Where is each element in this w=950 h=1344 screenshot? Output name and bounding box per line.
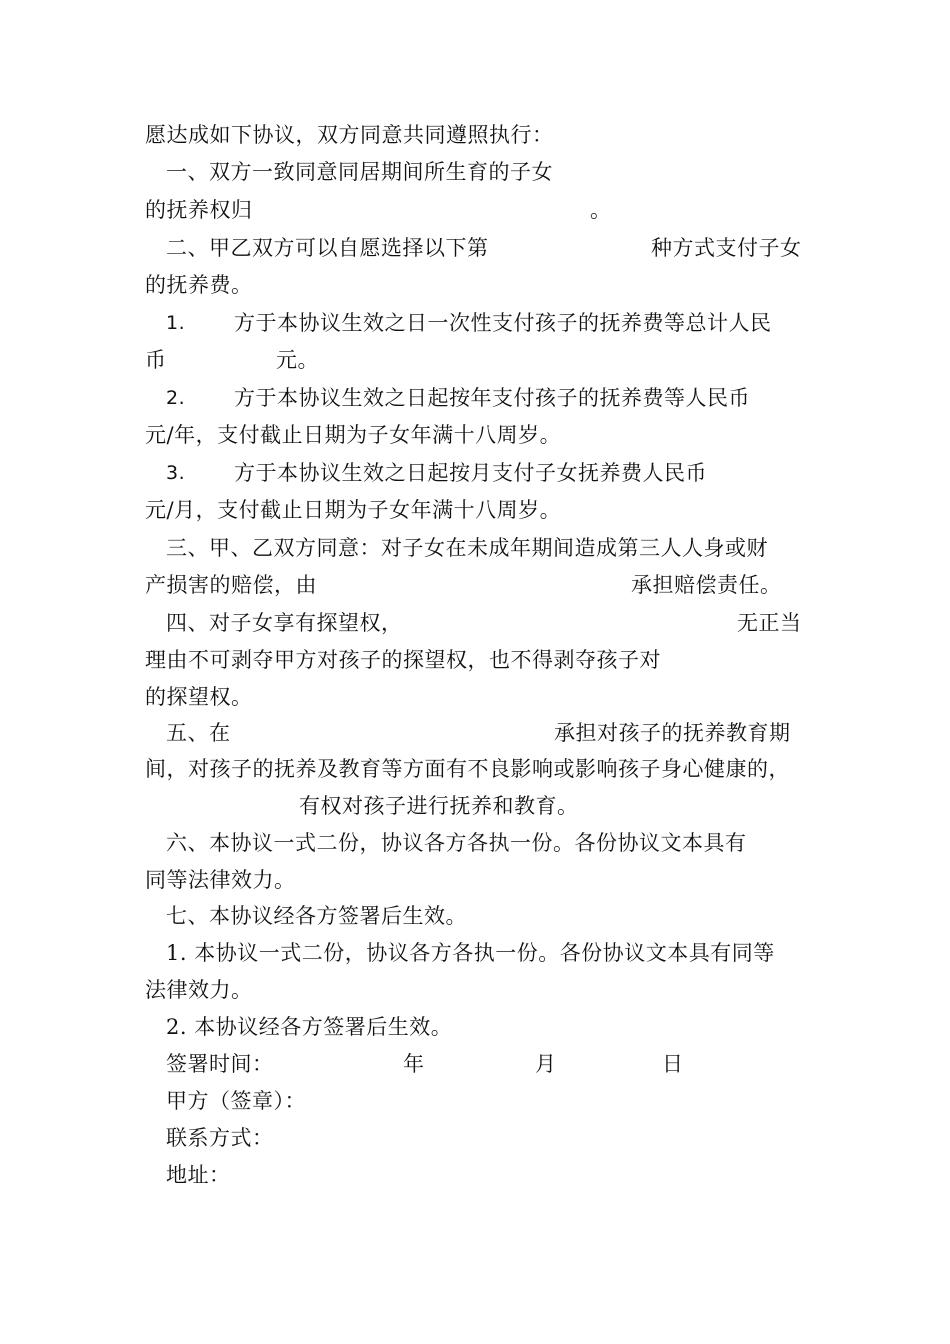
text-line: 元/年，支付截止日期为子女年满十八周岁。: [145, 423, 562, 447]
clause-7-line: 七、本协议经各方签署后生效。: [166, 904, 467, 928]
clause-1-line: 一、双方一致同意同居期间所生育的子女: [166, 160, 553, 184]
text-line: 方于本协议生效之日起按月支付子女抚养费人民币: [234, 461, 707, 485]
day-label: 日: [662, 1052, 684, 1076]
party-a-signature-label: 甲方（签章）：: [166, 1089, 306, 1113]
signing-date-label: 签署时间：: [166, 1052, 274, 1076]
text-line: 产损害的赔偿，由: [145, 573, 317, 597]
text-line: 币: [145, 348, 167, 372]
text-line: 的抚养费。: [145, 273, 253, 297]
text-line: 承担对孩子的抚养教育期: [554, 721, 791, 745]
item-number: 3.: [166, 462, 186, 484]
month-label: 月: [535, 1052, 557, 1076]
text-line: 种方式支付子女: [651, 236, 802, 260]
clause-6-line: 六、本协议一式二份，协议各方各执一份。各份协议文本具有: [166, 831, 747, 855]
text-line: 愿达成如下协议，双方同意共同遵照执行：: [145, 123, 554, 147]
text-line: 2. 本协议经各方签署后生效。: [166, 1015, 453, 1039]
text-line: 承担赔偿责任。: [631, 573, 782, 597]
text-line: 元/月，支付截止日期为子女年满十八周岁。: [145, 498, 562, 522]
text-line: 有权对孩子进行抚养和教育。: [299, 794, 579, 818]
clause-3-line: 三、甲、乙双方同意：对子女在未成年期间造成第三人人身或财: [166, 536, 768, 560]
item-number: 1.: [166, 312, 186, 334]
year-label: 年: [403, 1052, 425, 1076]
text-line: 。: [590, 198, 612, 222]
text-line: 同等法律效力。: [145, 868, 296, 892]
contact-label: 联系方式：: [166, 1126, 274, 1150]
text-line: 理由不可剥夺甲方对孩子的探望权，也不得剥夺孩子对: [145, 648, 661, 672]
clause-5-line: 五、在: [166, 721, 231, 745]
text-line: 方于本协议生效之日一次性支付孩子的抚养费等总计人民: [234, 311, 772, 335]
text-line: 的抚养权归: [145, 198, 253, 222]
address-label: 地址：: [166, 1163, 231, 1187]
text-line: 法律效力。: [145, 978, 253, 1002]
clause-2-line: 二、甲乙双方可以自愿选择以下第: [166, 236, 489, 260]
clause-4-line: 四、对子女享有探望权，: [166, 611, 403, 635]
text-line: 间，对孩子的抚养及教育等方面有不良影响或影响孩子身心健康的，: [145, 757, 790, 781]
text-line: 元。: [276, 348, 319, 372]
item-number: 2.: [166, 387, 186, 409]
text-line: 无正当: [737, 611, 802, 635]
text-line: 方于本协议生效之日起按年支付孩子的抚养费等人民币: [234, 386, 750, 410]
text-line: 的探望权。: [145, 685, 253, 709]
text-line: 1. 本协议一式二份，协议各方各执一份。各份协议文本具有同等: [166, 941, 775, 965]
